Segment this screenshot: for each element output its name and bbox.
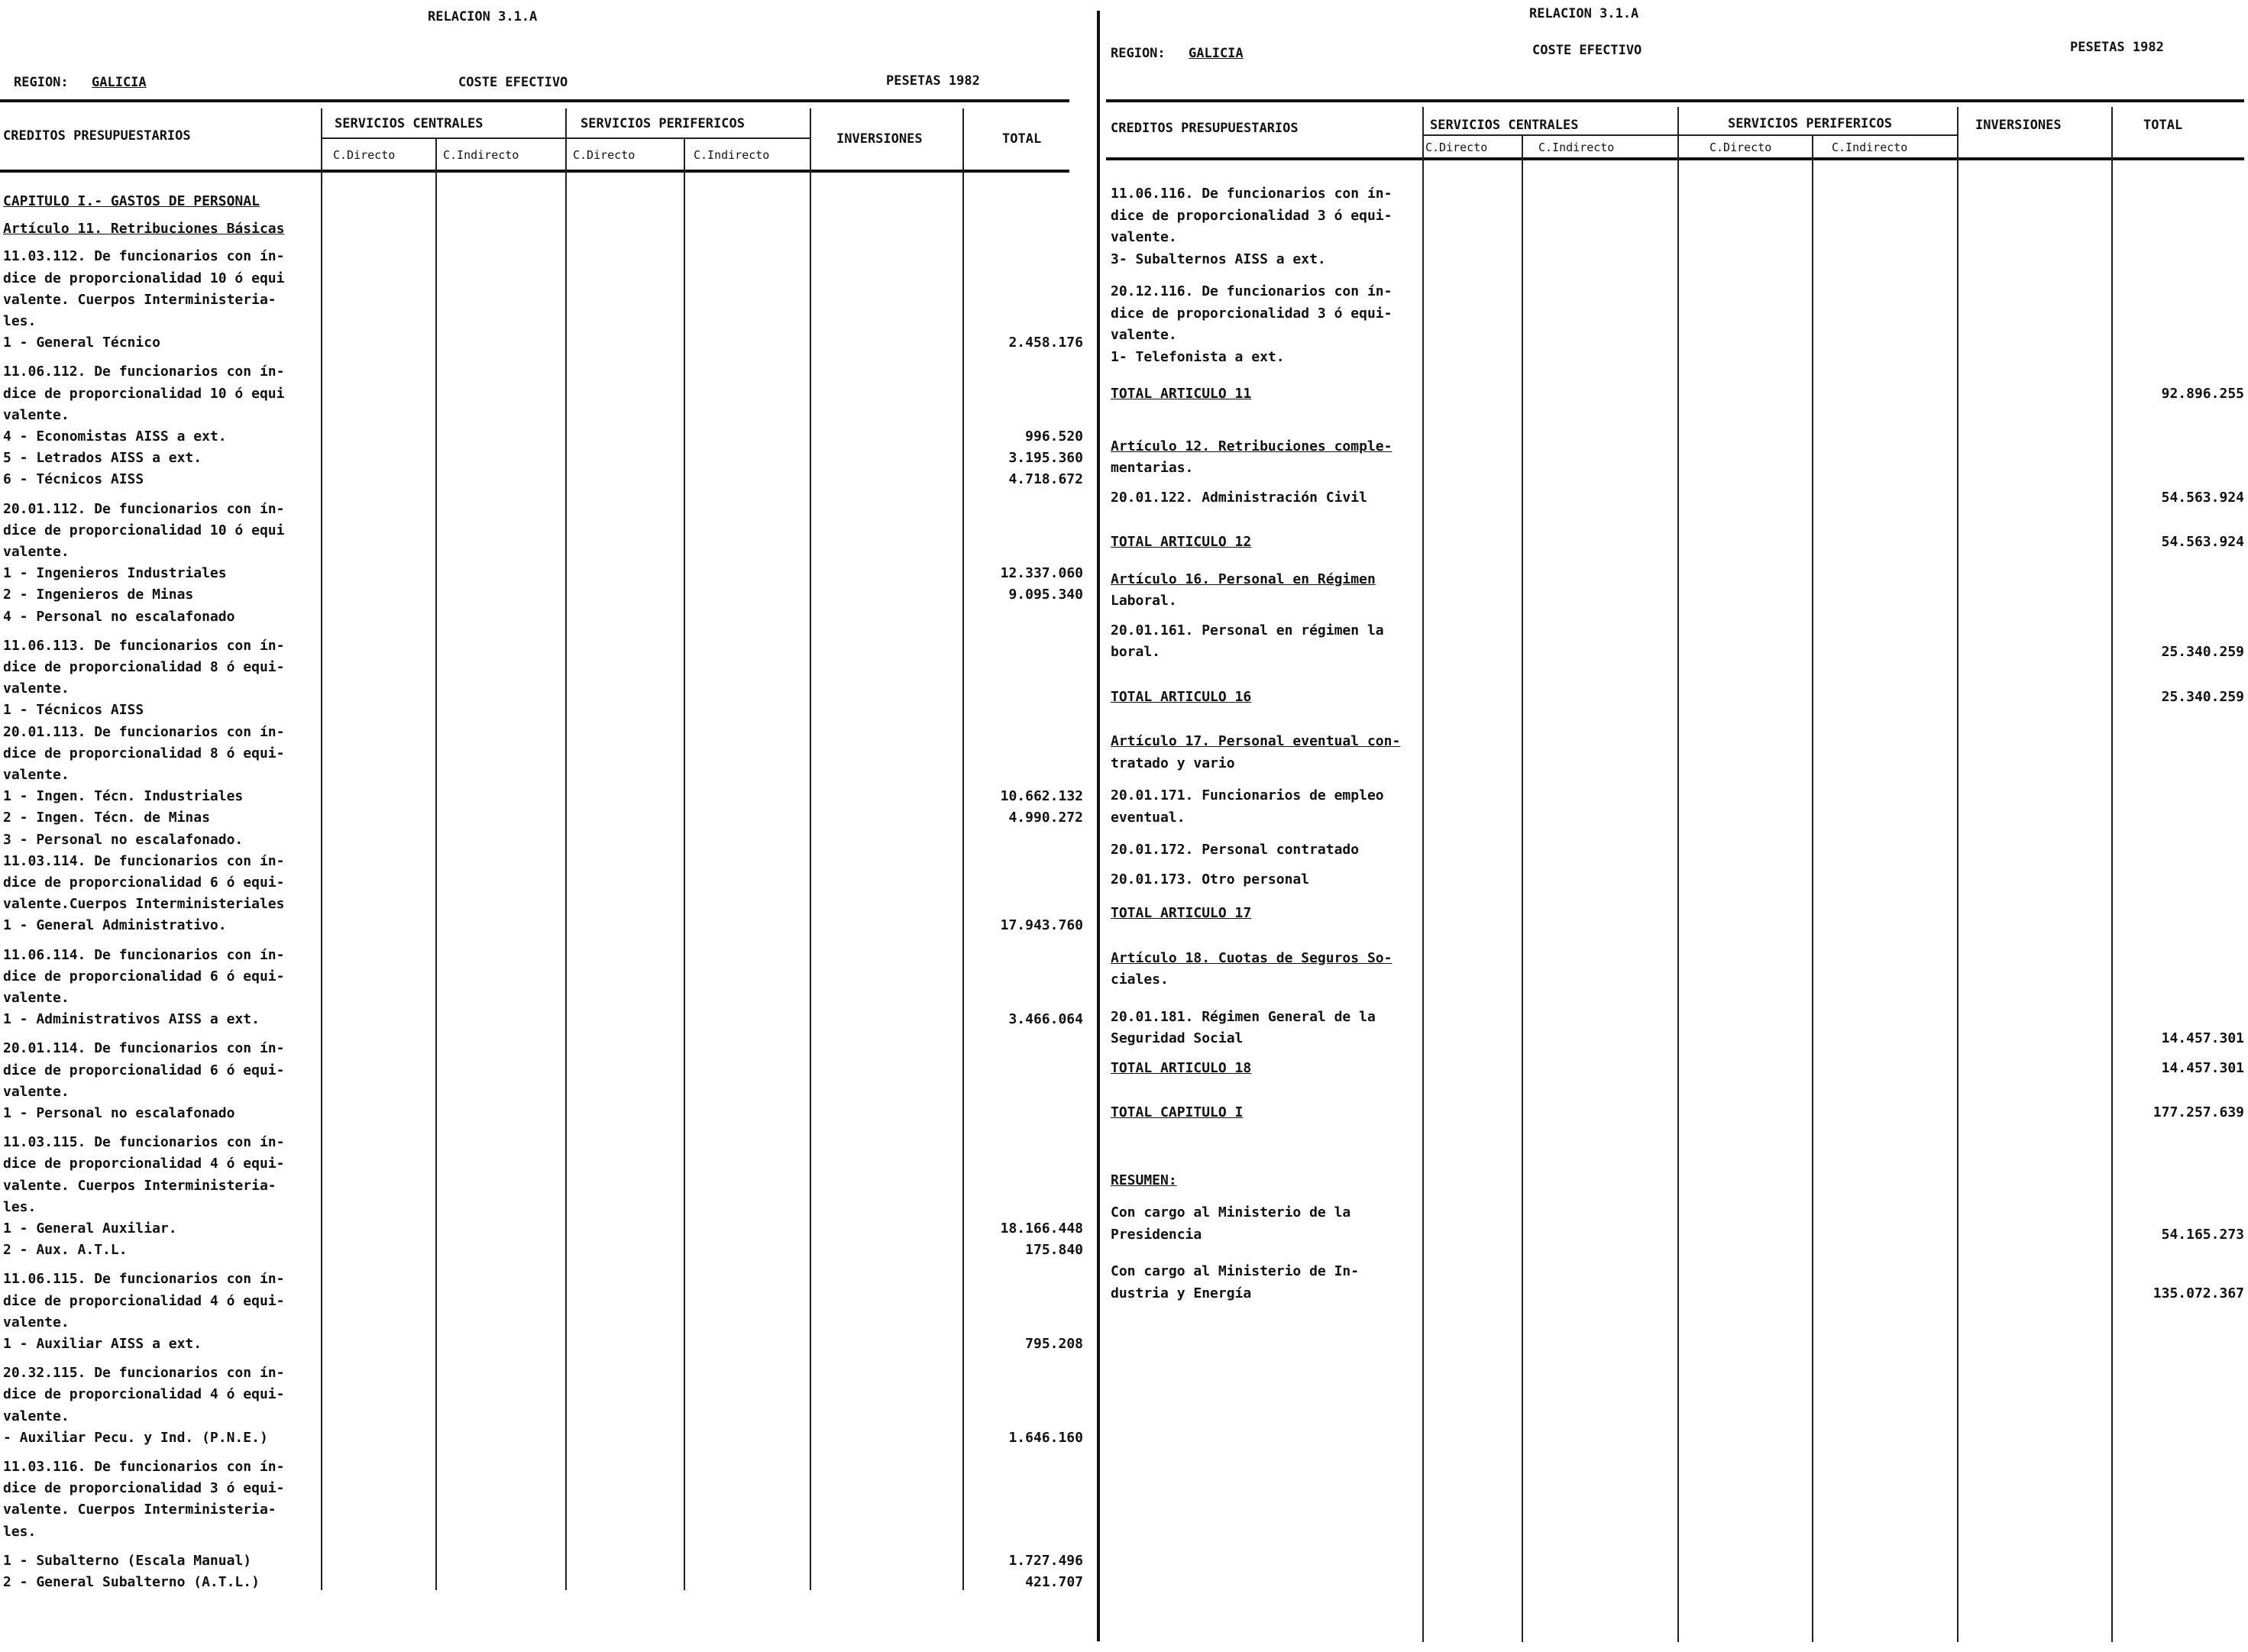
line-text: 20.01.122. Administración Civil <box>1111 489 1367 506</box>
line-text: 11.03.116. De funcionarios con ín- <box>3 1459 285 1475</box>
line-text: Con cargo al Ministerio de In- <box>1111 1263 1360 1279</box>
right-col-peripheral-direct: C.Directo <box>1709 141 1772 154</box>
line-text: dice de proporcionalidad 3 ó equi- <box>1111 207 1392 224</box>
line-text: 20.01.181. Régimen General de la <box>1111 1008 1376 1025</box>
right-col-central-indirect: C.Indirecto <box>1538 141 1615 154</box>
line-text: TOTAL CAPITULO I <box>1111 1104 1244 1120</box>
line-total-value: 1.646.160 <box>1008 1429 1083 1446</box>
left-col-total: TOTAL <box>1002 131 1042 147</box>
line-total-value: 996.520 <box>1025 428 1083 445</box>
right-col-credits: CREDITOS PRESUPUESTARIOS <box>1111 121 1299 136</box>
line-text: 11.03.112. De funcionarios con ín- <box>3 248 285 265</box>
line-text: 1 - General Auxiliar. <box>3 1220 177 1237</box>
line-text: 2 - Aux. A.T.L. <box>3 1242 128 1259</box>
right-col-divider <box>1677 107 1679 1642</box>
line-text: dice de proporcionalidad 6 ó equi- <box>3 1062 285 1078</box>
left-col-divider <box>962 108 964 1590</box>
line-text: 20.01.171. Funcionarios de empleo <box>1111 787 1384 803</box>
line-total-value: 92.896.255 <box>2161 386 2244 402</box>
line-text: dice de proporcionalidad 4 ó equi- <box>3 1292 285 1309</box>
line-text: ciales. <box>1111 971 1169 988</box>
line-text: 11.03.114. De funcionarios con ín- <box>3 852 285 869</box>
line-text: 5 - Letrados AISS a ext. <box>3 450 202 467</box>
line-text: dustria y Energía <box>1111 1285 1252 1301</box>
left-col-central-direct: C.Directo <box>333 148 396 162</box>
line-total-value: 9.095.340 <box>1008 587 1083 603</box>
right-col-divider <box>1957 107 1959 1642</box>
line-text: eventual. <box>1111 809 1185 826</box>
line-text: 2 - Ingenieros de Minas <box>3 587 194 603</box>
line-text: dice de proporcionalidad 10 ó equi <box>3 270 285 286</box>
line-text: 20.12.116. De funcionarios con ín- <box>1111 283 1392 299</box>
line-text: valente. <box>3 767 70 783</box>
line-text: 20.01.113. De funcionarios con ín- <box>3 723 285 740</box>
line-total-value: 1.727.496 <box>1008 1552 1083 1569</box>
left-col-peripheral-indirect: C.Indirecto <box>694 148 770 162</box>
line-text: dice de proporcionalidad 4 ó equi- <box>3 1156 285 1172</box>
line-total-value: 54.563.924 <box>2161 489 2244 506</box>
right-col-total: TOTAL <box>2143 118 2183 133</box>
line-text: 4 - Economistas AISS a ext. <box>3 428 227 445</box>
line-text: valente. <box>3 681 70 697</box>
line-text: 6 - Técnicos AISS <box>3 471 144 488</box>
line-text: 11.06.114. De funcionarios con ín- <box>3 946 285 963</box>
line-text: 20.01.172. Personal contratado <box>1111 842 1360 858</box>
line-text: dice de proporcionalidad 6 ó equi- <box>3 874 285 891</box>
left-col-divider <box>684 139 685 1590</box>
line-total-value: 177.257.639 <box>2153 1104 2244 1120</box>
line-text: dice de proporcionalidad 4 ó equi- <box>3 1386 285 1403</box>
line-text: Artículo 16. Personal en Régimen <box>1111 571 1376 587</box>
line-total-value: 3.466.064 <box>1008 1011 1083 1028</box>
line-total-value: 2.458.176 <box>1008 335 1083 351</box>
line-total-value: 14.457.301 <box>2161 1030 2244 1046</box>
right-col-divider <box>1422 107 1424 1642</box>
line-text: 20.32.115. De funcionarios con ín- <box>3 1365 285 1382</box>
right-title: RELACION 3.1.A <box>1529 6 1639 21</box>
line-text: Laboral. <box>1111 593 1177 609</box>
line-text: Presidencia <box>1111 1226 1202 1243</box>
left-col-divider <box>810 108 811 1590</box>
line-text: Artículo 17. Personal eventual con- <box>1111 733 1401 749</box>
line-text: 3- Subalternos AISS a ext. <box>1111 251 1326 267</box>
line-total-value: 10.662.132 <box>1000 788 1083 805</box>
left-col-central: SERVICIOS CENTRALES <box>335 116 484 131</box>
line-text: 2 - General Subalterno (A.T.L.) <box>3 1574 260 1590</box>
line-text: TOTAL ARTICULO 17 <box>1111 905 1252 921</box>
line-text: 20.01.112. De funcionarios con ín- <box>3 500 285 517</box>
left-title: RELACION 3.1.A <box>428 9 538 24</box>
line-text: 1 - Personal no escalafonado <box>3 1105 235 1121</box>
line-text: 1 - Subalterno (Escala Manual) <box>3 1552 252 1569</box>
line-text: valente. <box>3 1408 70 1424</box>
line-text: 20.01.161. Personal en régimen la <box>1111 622 1384 638</box>
line-total-value: 795.208 <box>1025 1336 1083 1352</box>
line-text: 1 - Ingen. Técn. Industriales <box>3 788 244 805</box>
line-text: 11.06.112. De funcionarios con ín- <box>3 364 285 380</box>
line-text: 1 - Técnicos AISS <box>3 702 144 719</box>
line-text: dice de proporcionalidad 10 ó equi <box>3 522 285 538</box>
line-text: TOTAL ARTICULO 11 <box>1111 386 1252 402</box>
line-total-value: 25.340.259 <box>2161 644 2244 660</box>
left-col-peripheral-direct: C.Directo <box>573 148 636 162</box>
line-total-value: 12.337.060 <box>1000 565 1083 582</box>
left-region-value: GALICIA <box>92 75 147 90</box>
left-col-credits: CREDITOS PRESUPUESTARIOS <box>3 128 191 144</box>
line-text: 1 - General Administrativo. <box>3 917 227 934</box>
line-text: les. <box>3 1523 37 1540</box>
right-region-label: REGION: <box>1111 46 1166 61</box>
line-text: 1 - Ingenieros Industriales <box>3 565 227 582</box>
right-header-rule <box>1106 157 2244 160</box>
left-col-divider <box>435 139 437 1590</box>
right-region-value: GALICIA <box>1189 46 1244 61</box>
line-text: valente. Cuerpos Interministeria- <box>3 1502 277 1518</box>
right-subheader-rule <box>1422 134 1957 136</box>
line-text: 3 - Personal no escalafonado. <box>3 831 244 848</box>
line-text: 11.06.113. De funcionarios con ín- <box>3 637 285 654</box>
left-col-central-indirect: C.Indirecto <box>443 148 519 162</box>
line-text: dice de proporcionalidad 8 ó equi- <box>3 745 285 761</box>
left-region-label: REGION: <box>14 75 69 90</box>
right-col-central: SERVICIOS CENTRALES <box>1430 118 1579 133</box>
line-total-value: 421.707 <box>1025 1574 1083 1590</box>
right-col-divider <box>2111 107 2113 1642</box>
line-total-value: 135.072.367 <box>2153 1285 2244 1301</box>
right-col-peripheral: SERVICIOS PERIFERICOS <box>1728 116 1892 131</box>
line-total-value: 25.340.259 <box>2161 688 2244 705</box>
line-text: 11.03.115. De funcionarios con ín- <box>3 1134 285 1151</box>
left-col-divider <box>565 108 567 1590</box>
line-total-value: 175.840 <box>1025 1242 1083 1259</box>
line-total-value: 18.166.448 <box>1000 1220 1083 1237</box>
line-text: 1 - Administrativos AISS a ext. <box>3 1011 260 1028</box>
left-col-peripheral: SERVICIOS PERIFERICOS <box>581 116 745 131</box>
line-text: Artículo 12. Retribuciones comple- <box>1111 438 1392 454</box>
line-total-value: 54.165.273 <box>2161 1226 2244 1243</box>
line-text: Con cargo al Ministerio de la <box>1111 1204 1351 1220</box>
line-text: 20.01.114. De funcionarios con ín- <box>3 1040 285 1057</box>
line-text: 4 - Personal no escalafonado <box>3 608 235 625</box>
line-text: tratado y vario <box>1111 755 1235 771</box>
line-text: TOTAL ARTICULO 16 <box>1111 688 1252 705</box>
right-col-central-direct: C.Directo <box>1425 141 1488 154</box>
line-text: les. <box>3 313 37 329</box>
line-text: valente. <box>3 544 70 560</box>
left-currency-label: PESETAS 1982 <box>886 73 980 89</box>
line-text: CAPITULO I.- GASTOS DE PERSONAL <box>3 193 260 209</box>
line-text: RESUMEN: <box>1111 1172 1177 1188</box>
line-text: valente. <box>1111 327 1177 343</box>
left-cost-label: COSTE EFECTIVO <box>458 75 568 90</box>
right-currency-label: PESETAS 1982 <box>2070 40 2164 55</box>
line-text: 1- Telefonista a ext. <box>1111 348 1285 365</box>
left-header-rule <box>0 170 1069 173</box>
line-text: Artículo 11. Retribuciones Básicas <box>3 221 285 238</box>
line-text: boral. <box>1111 644 1161 660</box>
line-total-value: 14.457.301 <box>2161 1059 2244 1076</box>
line-text: 1 - General Técnico <box>3 335 160 351</box>
line-text: valente. <box>1111 229 1177 245</box>
line-total-value: 17.943.760 <box>1000 917 1083 934</box>
line-text: les. <box>3 1198 37 1215</box>
line-text: dice de proporcionalidad 3 ó equi- <box>3 1480 285 1497</box>
line-text: dice de proporcionalidad 3 ó equi- <box>1111 305 1392 322</box>
line-text: - Auxiliar Pecu. y Ind. (P.N.E.) <box>3 1429 268 1446</box>
line-text: valente. <box>3 1314 70 1330</box>
left-col-divider <box>321 108 322 1590</box>
line-total-value: 4.718.672 <box>1008 471 1083 488</box>
line-text: dice de proporcionalidad 6 ó equi- <box>3 968 285 984</box>
line-text: valente. <box>3 406 70 423</box>
line-text: valente. <box>3 990 70 1006</box>
left-col-investments: INVERSIONES <box>836 131 923 147</box>
line-text: dice de proporcionalidad 10 ó equi <box>3 385 285 402</box>
line-text: 20.01.173. Otro personal <box>1111 871 1310 887</box>
line-text: 11.06.116. De funcionarios con ín- <box>1111 186 1392 202</box>
line-total-value: 54.563.924 <box>2161 534 2244 550</box>
line-text: valente.Cuerpos Interministeriales <box>3 896 285 913</box>
line-text: mentarias. <box>1111 460 1194 476</box>
right-col-divider <box>1812 136 1813 1642</box>
page-gutter <box>1097 11 1100 1641</box>
line-text: dice de proporcionalidad 8 ó equi- <box>3 659 285 675</box>
right-col-divider <box>1522 136 1523 1642</box>
right-cost-label: COSTE EFECTIVO <box>1532 43 1642 58</box>
line-text: TOTAL ARTICULO 12 <box>1111 534 1252 550</box>
right-col-peripheral-indirect: C.Indirecto <box>1832 141 1908 154</box>
line-text: valente. <box>3 1083 70 1100</box>
line-total-value: 4.990.272 <box>1008 810 1083 826</box>
right-top-rule <box>1106 99 2244 102</box>
line-text: 11.06.115. De funcionarios con ín- <box>3 1271 285 1288</box>
line-text: valente. Cuerpos Interministeria- <box>3 1177 277 1194</box>
line-text: Artículo 18. Cuotas de Seguros So- <box>1111 949 1392 966</box>
line-total-value: 3.195.360 <box>1008 450 1083 467</box>
line-text: 1 - Auxiliar AISS a ext. <box>3 1336 202 1352</box>
line-text: TOTAL ARTICULO 18 <box>1111 1059 1252 1076</box>
line-text: valente. Cuerpos Interministeria- <box>3 291 277 308</box>
line-text: 2 - Ingen. Técn. de Minas <box>3 810 210 826</box>
line-text: Seguridad Social <box>1111 1030 1244 1046</box>
left-top-rule <box>0 99 1069 102</box>
right-col-investments: INVERSIONES <box>1975 118 2062 133</box>
